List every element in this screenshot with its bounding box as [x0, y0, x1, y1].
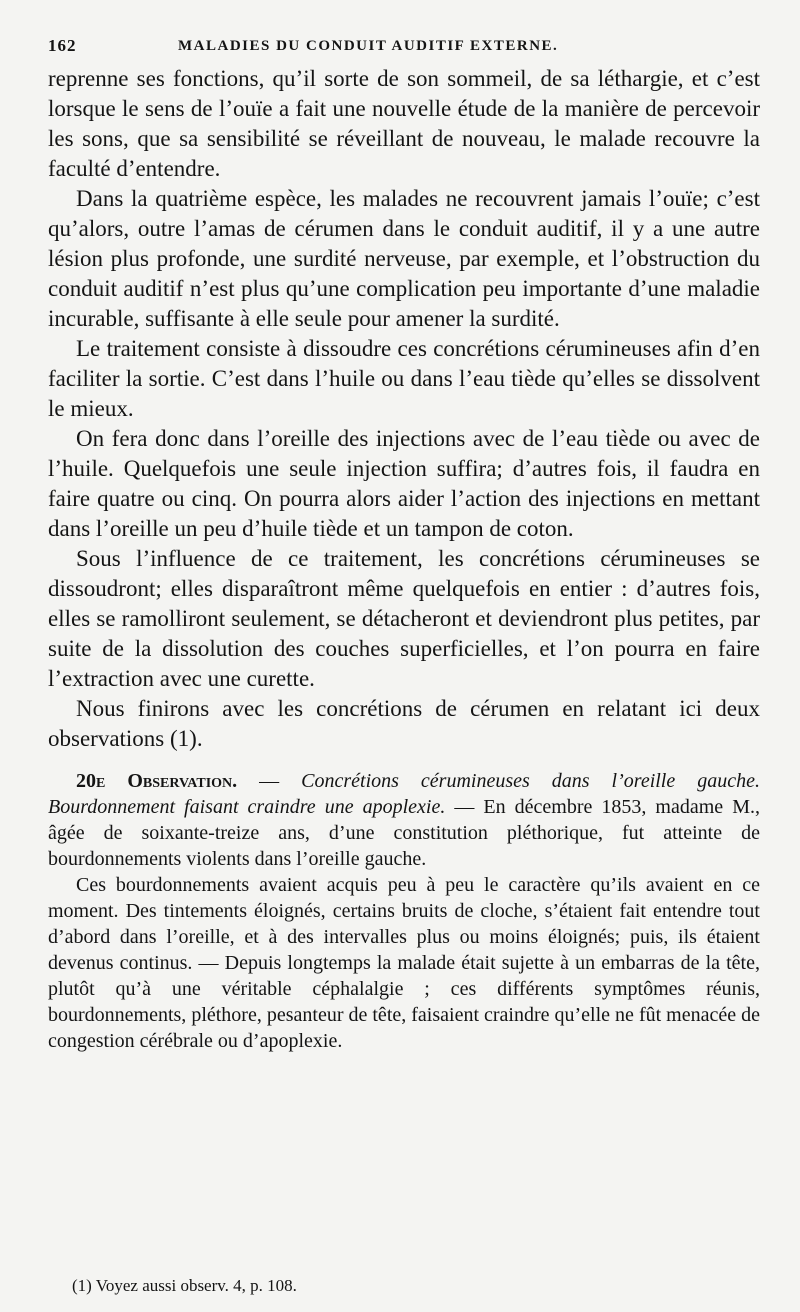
running-head: MALADIES DU CONDUIT AUDITIF EXTERNE. — [178, 38, 559, 54]
observation-paragraph: Ces bourdonnements avaient acquis peu à peu le caractère qu’ils avaient en ce moment. Des tintements éloignés, certains bruits de cloche, s’étaient fait entendre tout d’abord dans l’oreille, et à des intervalles plus ou moins éloignés; puis, ils étaient devenus continus. — Depuis longtemps la malade était sujette à un embarras de la tête, plutôt qu’à une véritable céphalalgie ; ces différents symptômes réunis, bourdonnements, pléthore, pesanteur de tête, faisaient craindre qu’elle ne fût menacée de congestion cérébrale ou d’apoplexie. — [48, 874, 760, 1052]
page-header — [48, 34, 760, 64]
page-number: 162 — [48, 36, 77, 55]
observation-title: 20e Observation. — [76, 770, 238, 792]
paragraph: reprenne ses fonctions, qu’il sorte de son sommeil, de sa léthargie, et c’est lorsque le sens de l’ouïe a fait une nouvelle étude de la manière de percevoir les sons, que sa sensibilité se réveillant de nouveau, le malade recouvre la faculté d’entendre. — [48, 66, 760, 181]
main-text — [48, 64, 760, 754]
paragraph: Dans la quatrième espèce, les malades ne recouvrent jamais l’ouïe; c’est qu’alors, outre l’amas de cérumen dans le conduit auditif, il y a une autre lésion plus profonde, une surdité nerveuse, par exemple, et l’obstruction du conduit auditif n’est plus qu’une complication peu importante d’une maladie incurable, suffisante à elle seule pour amener la surdité. — [48, 186, 760, 331]
footnote: (1) Voyez aussi observ. 4, p. 108. — [72, 1276, 297, 1295]
observation-intro: — En décembre 1853, madame M., âgée de soixante-treize ans, d’une constitution pléthorique, fut atteinte de bourdonnements violents dans l’oreille gauche. — [48, 796, 760, 870]
observation-section — [48, 768, 760, 1054]
paragraph: Le traitement consiste à dissoudre ces concrétions cérumineuses afin d’en faciliter la sortie. C’est dans l’huile ou dans l’eau tiède qu’elles se dissolvent le mieux. — [48, 336, 760, 421]
observation-heading — [48, 768, 760, 872]
paragraph: Nous finirons avec les concrétions de cérumen en relatant ici deux observations (1). — [48, 696, 760, 751]
paragraph: On fera donc dans l’oreille des injections avec de l’eau tiède ou avec de l’huile. Quelquefois une seule injection suffira; d’autres fois, il faudra en faire quatre ou cinq. On pourra alors aider l’action des injections en mettant dans l’oreille un peu d’huile tiède et un tampon de coton. — [48, 426, 760, 541]
observation-subtitle: Concrétions cérumineuses dans l’oreille gauche. Bourdonnement faisant craindre une apoplexie. — [48, 770, 760, 818]
paragraph: Sous l’influence de ce traitement, les concrétions cérumineuses se dissoudront; elles disparaîtront même quelquefois en entier : d’autres fois, elles se ramolliront seulement, se détacheront et deviendront plus petites, par suite de la dissolution des couches superficielles, et l’on pourra en faire l’extraction avec une curette. — [48, 546, 760, 691]
observation-dash: — — [237, 770, 302, 792]
